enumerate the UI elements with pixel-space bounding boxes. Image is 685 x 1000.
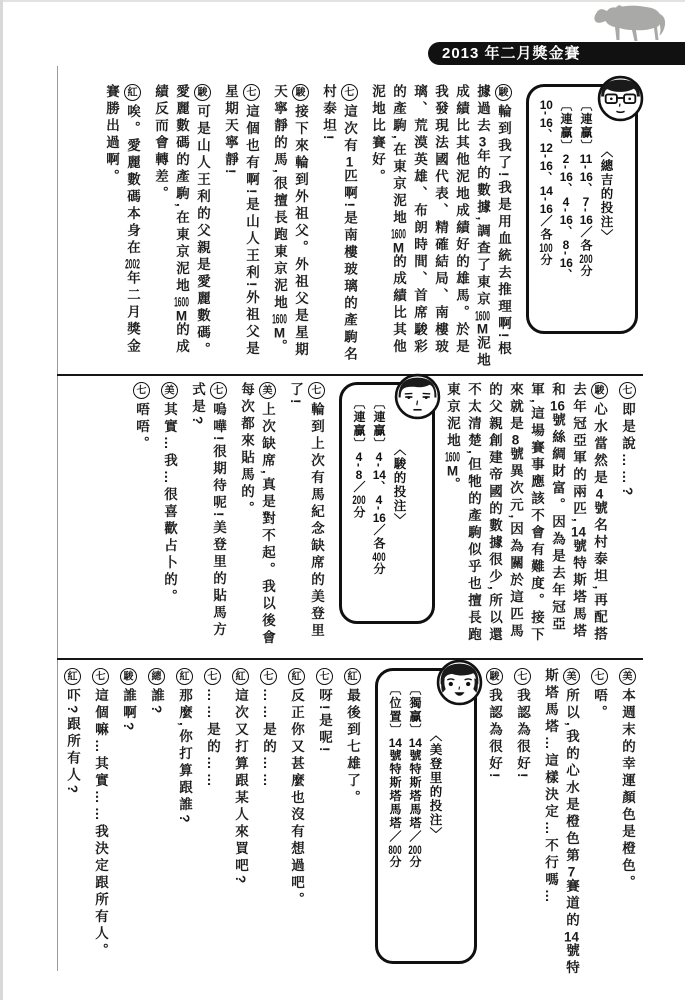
speaker-badge: 七 <box>92 668 109 685</box>
dialogue-text: 即是說……? <box>620 402 635 499</box>
speaker-badge: 紅 <box>64 668 81 685</box>
speaker-badge: 七 <box>514 668 531 685</box>
speaker-badge: 駿 <box>495 84 512 101</box>
dialogue <box>118 668 139 980</box>
dialogue <box>589 668 610 980</box>
speaker-badge: 總 <box>148 668 165 685</box>
dialogue-text: 這個也有啊!是山人王利!外祖父是星期天寧靜! <box>223 84 259 358</box>
dialogue-text: 這次有1匹啊!是南樓玻璃的產駒名村泰坦! <box>321 84 357 364</box>
speaker-badge: 紅 <box>124 84 141 101</box>
speaker-badge: 駿 <box>292 84 309 101</box>
dialogue <box>285 382 327 654</box>
bet-line: 〔連贏〕4-14、4-16／各400分 <box>372 397 386 576</box>
speaker-badge: 紅 <box>344 668 361 685</box>
dialogue-text: ……是的…… <box>205 688 220 790</box>
dialogue <box>318 84 360 372</box>
section-divider-1 <box>57 374 643 376</box>
dialogue-text: 輪到上次有馬紀念缺席的美登里了! <box>288 382 324 640</box>
bet-box-title: 〈總吉的投注〉 <box>599 145 613 243</box>
bet-line: 〔連贏〕2-16、4-16、8-16、10-16、12-16、14-16／各100分 <box>539 99 573 282</box>
dialogue-text: 唉。愛麗數碼本身在2002年二月獎金賽勝出過啊。 <box>104 84 140 356</box>
speaker-badge: 七 <box>316 668 333 685</box>
dialogue <box>159 382 180 654</box>
dialogue <box>512 668 533 980</box>
horse-icon <box>589 0 673 46</box>
bet-box-soukichi <box>526 84 638 334</box>
dialogue-text: 這個嘛…其實……我決定跟所有人。 <box>93 688 108 960</box>
speaker-badge: 七 <box>204 668 221 685</box>
speaker-badge: 七 <box>591 668 608 685</box>
speaker-badge: 駿 <box>194 84 211 101</box>
left-margin-rule <box>57 66 58 971</box>
dialogue-text: 唔唔。 <box>134 402 149 453</box>
panel-2 <box>60 382 638 654</box>
speaker-badge: 紅 <box>232 668 249 685</box>
dialogue <box>540 668 582 980</box>
dialogue <box>236 382 278 654</box>
bet-box-content <box>385 683 445 953</box>
dialogue-text: 那麼,你打算跟誰? <box>177 688 192 826</box>
midori-avatar <box>436 659 483 706</box>
dialogue <box>269 84 311 372</box>
page-header <box>428 42 685 65</box>
dialogue <box>367 84 514 372</box>
speaker-badge: 駿 <box>120 668 137 685</box>
speaker-badge: 七 <box>260 668 277 685</box>
dialogue-text: 呀!是呢! <box>317 688 332 755</box>
dialogue-text: 嗚嘩!很期待呢!美登里的貼馬方式是? <box>190 382 226 639</box>
dialogue <box>202 668 223 980</box>
dialogue-text: ……是的…… <box>261 688 276 790</box>
page-title: 2013 年二月獎金賽 <box>442 45 581 62</box>
dialogue-text: 我認為很好! <box>487 688 502 781</box>
dialogue-text: 吓?跟所有人? <box>65 688 80 797</box>
dialogue-text: 本週末的幸運顏色是橙色。 <box>620 688 635 892</box>
speaker-badge: 七 <box>308 382 325 399</box>
speaker-badge: 七 <box>619 382 636 399</box>
bet-line: 〔連贏〕4-8／200分 <box>352 397 366 520</box>
bet-box-content <box>349 397 409 613</box>
bet-box-content <box>536 99 616 323</box>
speaker-badge: 美 <box>161 382 178 399</box>
dialogue <box>174 668 195 980</box>
bet-box-midori <box>375 668 477 964</box>
dialogue-text: 輪到我了!我是用血統去推理啊!根據過去3年的數據,調查了東京1600M泥地成績比其他泥地成績好的雄馬。於是我發現法國代表、精確結局、南樓玻璃、荒漠英雄、布朗時間、首席駿彩的產駒,在東京泥地1600M的成績比其他泥地比賽好。 <box>370 84 511 370</box>
speaker-badge: 七 <box>243 84 260 101</box>
dialogue <box>62 668 83 980</box>
section-divider-2 <box>57 658 643 660</box>
speaker-badge: 駿 <box>486 668 503 685</box>
dialogue <box>484 668 505 980</box>
speaker-badge: 美 <box>259 382 276 399</box>
bet-line: 〔位置〕14號特斯塔馬塔／800分 <box>388 683 402 869</box>
dialogue <box>617 668 638 980</box>
dialogue <box>342 668 363 980</box>
speaker-badge: 駿 <box>591 382 608 399</box>
speaker-badge: 七 <box>133 382 150 399</box>
dialogue-text: 誰? <box>149 688 164 717</box>
dialogue-text: 所以,我的心水是橙色第7賽道的14號特斯塔馬塔…這樣決定…不行嗎… <box>543 668 579 978</box>
dialogue-text: 可是山人王利的父親是愛麗數碼。愛麗數碼的產駒,在東京泥地1600M的成績反而會轉差。 <box>153 84 210 359</box>
bet-line: 〔獨贏〕14號特斯塔馬塔／200分 <box>408 683 422 869</box>
panel-1 <box>60 84 638 372</box>
dialogue <box>187 382 229 654</box>
dialogue <box>230 668 251 980</box>
speaker-badge: 紅 <box>288 668 305 685</box>
dialogue-text: 反正你又甚麼也沒有想過吧。 <box>289 688 304 909</box>
dialogue <box>101 84 143 372</box>
dialogue <box>442 382 610 654</box>
dialogue <box>220 84 262 372</box>
speaker-badge: 七 <box>341 84 358 101</box>
shun-avatar <box>394 373 441 420</box>
bet-box-shun <box>339 382 435 624</box>
dialogue-text: 我認為很好! <box>515 688 530 781</box>
dialogue-text: 其實…我…很喜歡占卜的。 <box>162 402 177 606</box>
dialogue <box>150 84 213 372</box>
dialogue <box>146 668 167 980</box>
dialogue <box>90 668 111 980</box>
dialogue <box>131 382 152 654</box>
dialogue-text: 誰啊? <box>121 688 136 734</box>
bet-box-title: 〈駿的投注〉 <box>392 443 406 527</box>
panel-3 <box>60 668 638 980</box>
dialogue-text: 這次又打算跟某人來買吧? <box>233 688 248 887</box>
dialogue <box>286 668 307 980</box>
soukichi-avatar <box>597 75 644 122</box>
speaker-badge: 美 <box>563 668 580 685</box>
dialogue-text: 接下來輪到外祖父。外祖父是星期天寧靜的馬,很擅長跑東京泥地1600M。 <box>272 84 308 359</box>
dialogue <box>617 382 638 654</box>
dialogue-text: 最後到七雄了。 <box>345 688 360 807</box>
dialogue-text: 上次缺席,真是對不起。我以後會每次都來貼馬的。 <box>239 382 275 648</box>
speaker-badge: 紅 <box>176 668 193 685</box>
dialogue <box>314 668 335 980</box>
speaker-badge: 美 <box>619 668 636 685</box>
dialogue <box>258 668 279 980</box>
bet-box-title: 〈美登里的投注〉 <box>428 729 442 841</box>
dialogue-text: 唔。 <box>592 688 607 722</box>
speaker-badge: 七 <box>210 382 227 399</box>
bet-line: 〔連贏〕11-16、7-16／各200分 <box>579 99 593 278</box>
dialogue-text: 心水當然是4號名村泰坦,再配搭去年冠亞軍的兩匹,14號特斯塔馬塔和16號絲綢財富。因為是去年冠亞軍,這場賽事應該不會有難度。接下來就是8號異次元,因為關於這匹馬的父親創建帝國的數據很少,所以還不太清楚,但牠的產駒似乎也擅長跑東京泥地1600M。 <box>445 382 607 645</box>
